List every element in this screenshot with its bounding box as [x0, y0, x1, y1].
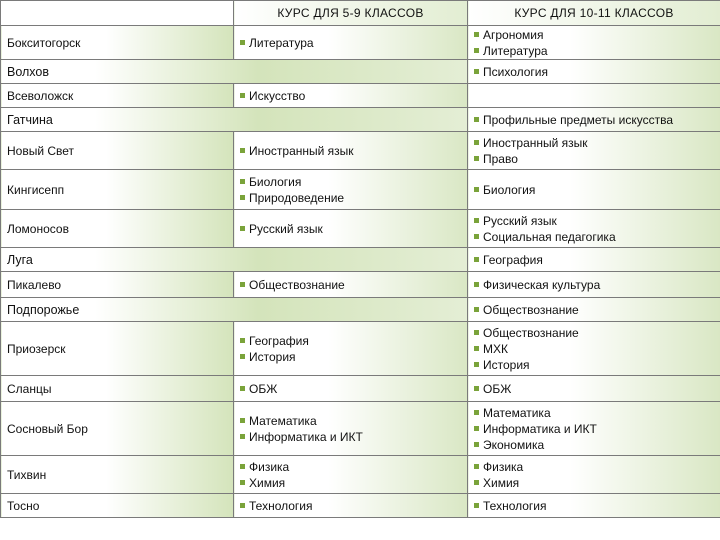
course-10-11-cell: [468, 84, 720, 108]
course-5-9-cell: [234, 170, 468, 210]
square-bullet-icon: [240, 40, 245, 45]
square-bullet-icon: [474, 32, 479, 37]
course-5-9-cell: [234, 376, 468, 402]
subject-item: [474, 381, 720, 397]
subject-label: Литература: [249, 35, 314, 50]
square-bullet-icon: [474, 218, 479, 223]
square-bullet-icon: [240, 179, 245, 184]
subject-label: МХК: [483, 341, 508, 356]
subject-item: [474, 151, 720, 167]
square-bullet-icon: [474, 307, 479, 312]
course-5-9-cell: [234, 84, 468, 108]
subject-label: Обществознание: [249, 277, 345, 292]
course-5-9-cell: [234, 26, 468, 60]
city-cell: Кингисепп: [1, 170, 234, 210]
subject-item: [474, 182, 720, 198]
square-bullet-icon: [240, 93, 245, 98]
course-10-11-cell: [468, 494, 720, 518]
subject-item: [474, 459, 720, 475]
city-cell: Приозерск: [1, 322, 234, 376]
square-bullet-icon: [474, 234, 479, 239]
subject-label: Литература: [483, 43, 548, 58]
square-bullet-icon: [474, 464, 479, 469]
city-cell: Сосновый Бор: [1, 402, 234, 456]
square-bullet-icon: [240, 418, 245, 423]
subject-item: [474, 27, 720, 43]
subject-item: [240, 221, 467, 237]
subject-label: Искусство: [249, 88, 306, 103]
subject-label: География: [249, 333, 309, 348]
subject-item: [474, 135, 720, 151]
subject-item: [240, 349, 467, 365]
subject-label: Профильные предметы искусства: [483, 112, 673, 127]
city-cell: Новый Свет: [1, 132, 234, 170]
course-5-9-cell: [234, 210, 468, 248]
course-10-11-cell: [468, 132, 720, 170]
table-row: [1, 376, 720, 402]
city-cell: Ломоносов: [1, 210, 234, 248]
square-bullet-icon: [474, 480, 479, 485]
subject-label: Природоведение: [249, 190, 345, 205]
square-bullet-icon: [240, 434, 245, 439]
square-bullet-icon: [240, 464, 245, 469]
subject-item: [240, 35, 467, 51]
table-row: [1, 210, 720, 248]
subject-label: Агрономия: [483, 27, 544, 42]
header-corner: [1, 1, 234, 26]
table-row: [1, 494, 720, 518]
subject-item: [240, 277, 467, 293]
subject-label: Физика: [483, 459, 524, 474]
subject-item: [474, 421, 720, 437]
subject-label: Обществознание: [483, 302, 579, 317]
course-10-11-cell: [468, 456, 720, 494]
subject-item: [240, 143, 467, 159]
course-10-11-cell: [468, 210, 720, 248]
subject-item: [240, 498, 467, 514]
subject-item: [240, 333, 467, 349]
course-5-9-cell: [234, 132, 468, 170]
subject-item: [240, 475, 467, 491]
subject-label: Химия: [483, 475, 520, 490]
square-bullet-icon: [240, 386, 245, 391]
table-row: [1, 456, 720, 494]
course-10-11-cell: [468, 60, 720, 84]
subject-label: Физика: [249, 459, 290, 474]
square-bullet-icon: [474, 503, 479, 508]
subject-item: [474, 64, 720, 80]
subject-label: География: [483, 252, 543, 267]
square-bullet-icon: [474, 426, 479, 431]
table-row: [1, 170, 720, 210]
subject-item: [240, 459, 467, 475]
table-body: [1, 26, 720, 518]
square-bullet-icon: [240, 354, 245, 359]
subject-label: ОБЖ: [249, 381, 278, 396]
square-bullet-icon: [474, 410, 479, 415]
course-10-11-cell: [468, 108, 720, 132]
subject-item: [474, 229, 720, 245]
course-10-11-cell: [468, 272, 720, 298]
square-bullet-icon: [474, 69, 479, 74]
subject-label: История: [249, 349, 296, 364]
subject-label: Математика: [483, 405, 551, 420]
table-row: [1, 248, 720, 272]
square-bullet-icon: [240, 338, 245, 343]
subject-item: [240, 413, 467, 429]
city-cell: Подпорожье: [1, 298, 468, 322]
square-bullet-icon: [474, 442, 479, 447]
table-row: [1, 298, 720, 322]
subject-label: Математика: [249, 413, 317, 428]
subject-item: [240, 174, 467, 190]
course-10-11-cell: [468, 26, 720, 60]
city-cell: Всеволожск: [1, 84, 234, 108]
subject-item: [474, 213, 720, 229]
subject-item: [474, 252, 720, 268]
subject-label: Социальная педагогика: [483, 229, 616, 244]
table-row: [1, 26, 720, 60]
subject-item: [474, 437, 720, 453]
subject-item: [240, 429, 467, 445]
header-row: [1, 1, 720, 26]
subject-item: [474, 302, 720, 318]
square-bullet-icon: [474, 282, 479, 287]
city-cell: Пикалево: [1, 272, 234, 298]
subject-label: Иностранный язык: [483, 135, 588, 150]
subject-label: Русский язык: [483, 213, 557, 228]
square-bullet-icon: [474, 156, 479, 161]
subject-item: [474, 112, 720, 128]
table-row: [1, 108, 720, 132]
subject-item: [240, 381, 467, 397]
subject-item: [474, 43, 720, 59]
subject-label: Право: [483, 151, 518, 166]
subject-label: Информатика и ИКТ: [483, 421, 597, 436]
subject-label: ОБЖ: [483, 381, 512, 396]
table-row: [1, 272, 720, 298]
subject-label: Иностранный язык: [249, 143, 354, 158]
square-bullet-icon: [474, 117, 479, 122]
course-10-11-cell: [468, 298, 720, 322]
table-row: [1, 132, 720, 170]
subject-label: Химия: [249, 475, 286, 490]
square-bullet-icon: [474, 257, 479, 262]
city-cell: Тосно: [1, 494, 234, 518]
course-5-9-cell: [234, 322, 468, 376]
course-5-9-cell: [234, 272, 468, 298]
square-bullet-icon: [240, 282, 245, 287]
course-5-9-cell: [234, 494, 468, 518]
subject-item: [474, 357, 720, 373]
course-10-11-cell: [468, 402, 720, 456]
square-bullet-icon: [240, 195, 245, 200]
square-bullet-icon: [474, 386, 479, 391]
square-bullet-icon: [240, 148, 245, 153]
table-row: [1, 84, 720, 108]
subject-item: [474, 325, 720, 341]
subject-item: [474, 498, 720, 514]
course-10-11-cell: [468, 322, 720, 376]
city-cell: Гатчина: [1, 108, 468, 132]
course-5-9-cell: [234, 402, 468, 456]
subject-item: [474, 475, 720, 491]
subject-label: Технология: [483, 498, 547, 513]
subject-label: Биология: [249, 174, 302, 189]
square-bullet-icon: [474, 140, 479, 145]
subject-label: Экономика: [483, 437, 545, 452]
subject-label: История: [483, 357, 530, 372]
city-cell: Сланцы: [1, 376, 234, 402]
square-bullet-icon: [474, 187, 479, 192]
square-bullet-icon: [240, 226, 245, 231]
table-row: [1, 402, 720, 456]
subject-label: Технология: [249, 498, 313, 513]
subject-item: [474, 405, 720, 421]
subject-item: [240, 88, 467, 104]
course-10-11-cell: [468, 248, 720, 272]
square-bullet-icon: [240, 503, 245, 508]
square-bullet-icon: [474, 362, 479, 367]
table-row: [1, 322, 720, 376]
subject-item: [474, 277, 720, 293]
square-bullet-icon: [474, 346, 479, 351]
table-row: [1, 60, 720, 84]
course-5-9-cell: [234, 456, 468, 494]
subject-label: Биология: [483, 182, 536, 197]
course-10-11-cell: [468, 170, 720, 210]
city-cell: Тихвин: [1, 456, 234, 494]
city-cell: Бокситогорск: [1, 26, 234, 60]
subject-label: Психология: [483, 64, 548, 79]
subject-label: Обществознание: [483, 325, 579, 340]
header-course-5-9: КУРС ДЛЯ 5-9 КЛАССОВ: [234, 1, 468, 26]
square-bullet-icon: [474, 48, 479, 53]
subject-label: Русский язык: [249, 221, 323, 236]
city-cell: Луга: [1, 248, 468, 272]
city-cell: Волхов: [1, 60, 468, 84]
square-bullet-icon: [240, 480, 245, 485]
subject-item: [474, 341, 720, 357]
subject-label: Физическая культура: [483, 277, 601, 292]
subject-label: Информатика и ИКТ: [249, 429, 363, 444]
subject-item: [240, 190, 467, 206]
square-bullet-icon: [474, 330, 479, 335]
header-course-10-11: КУРС ДЛЯ 10-11 КЛАССОВ: [468, 1, 720, 26]
course-10-11-cell: [468, 376, 720, 402]
